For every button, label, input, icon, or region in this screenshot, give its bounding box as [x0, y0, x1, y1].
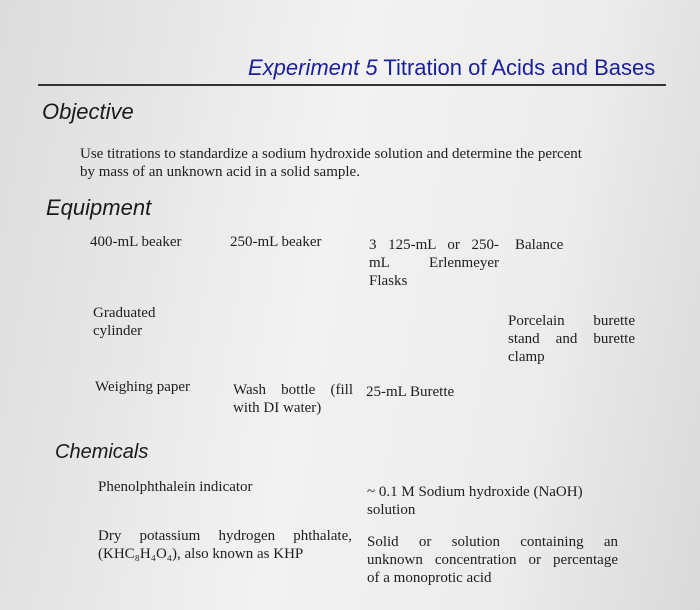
- unknown-line-3: of a monoprotic acid: [367, 570, 492, 586]
- chemical-item-unknown-acid: [367, 533, 618, 587]
- naoh-line-1: ~ 0.1 M Sodium hydroxide (NaOH): [367, 484, 583, 500]
- flasks-line-1: 3 125-mL or 250-: [369, 237, 499, 253]
- equipment-item-wash-bottle: [233, 381, 353, 417]
- page-title: [248, 55, 655, 81]
- wash-line-2: with DI water): [233, 400, 322, 416]
- objective-line-1: Use titrations to standardize a sodium hydroxide solution and determine the percent: [80, 146, 582, 162]
- unknown-line-1: Solid or solution containing an: [367, 534, 618, 550]
- unknown-line-2: unknown concentration or percentage: [367, 552, 618, 568]
- wash-line-1: Wash bottle (fill: [233, 382, 353, 398]
- equipment-item-burette-stand: [508, 312, 635, 366]
- equipment-item-400ml-beaker: 400-mL beaker: [90, 234, 182, 250]
- flasks-line-3: Flasks: [369, 273, 408, 289]
- chemicals-heading: Chemicals: [55, 441, 149, 463]
- experiment-number: Experiment 5: [248, 55, 378, 80]
- equipment-item-flasks: [369, 236, 499, 290]
- flasks-line-2: mL Erlenmeyer: [369, 255, 499, 271]
- stand-line-3: clamp: [508, 349, 545, 365]
- chemical-item-naoh: [367, 483, 583, 519]
- objective-heading: Objective: [42, 99, 134, 124]
- equipment-item-weighing-paper: Weighing paper: [95, 379, 191, 395]
- objective-line-2: by mass of an unknown acid in a solid sample.: [80, 164, 360, 180]
- header-divider: [38, 84, 666, 86]
- cylinder-line-2: cylinder: [93, 323, 143, 339]
- equipment-item-balance: Balance: [515, 237, 564, 253]
- equipment-heading: Equipment: [46, 195, 152, 220]
- experiment-title: Titration of Acids and Bases: [383, 55, 656, 80]
- objective-text: [80, 145, 658, 181]
- naoh-line-2: solution: [367, 502, 416, 518]
- chemical-item-indicator: Phenolphthalein indicator: [98, 479, 253, 495]
- khp-line-1: Dry potassium hydrogen phthalate,: [98, 528, 352, 544]
- khp-line-2: (KHC₈H₄O₄), also known as KHP: [98, 546, 304, 562]
- stand-line-2: stand and burette: [508, 331, 635, 347]
- cylinder-line-1: Graduated: [93, 305, 156, 321]
- stand-line-1: Porcelain burette: [508, 313, 635, 329]
- equipment-item-burette: 25-mL Burette: [366, 384, 455, 400]
- equipment-item-250ml-beaker: 250-mL beaker: [230, 234, 322, 250]
- chemical-item-khp: [98, 527, 352, 563]
- equipment-item-graduated-cylinder: [93, 304, 155, 340]
